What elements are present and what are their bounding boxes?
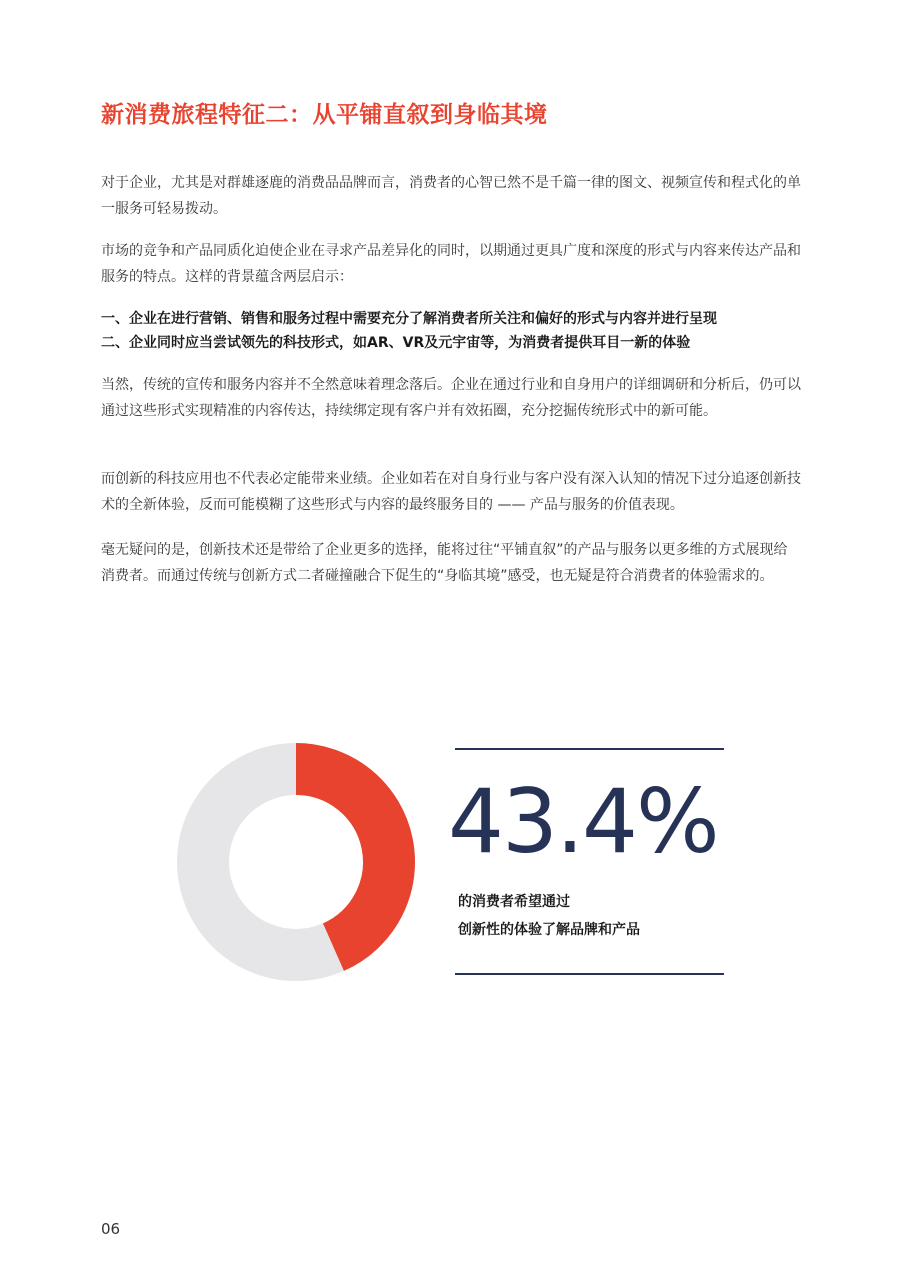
page-title: 新消费旅程特征二：从平铺直叙到身临其境 xyxy=(101,102,548,128)
body-paragraph: 市场的竞争和产品同质化迫使企业在寻求产品差异化的同时，以期通过更具广度和深度的形式与内容来传达产品和服务的特点。这样的背景蕴含两层启示： xyxy=(101,243,801,285)
key-insight-1: 一、企业在进行营销、销售和服务过程中需要充分了解消费者所关注和偏好的形式与内容并进行呈现 xyxy=(101,311,717,327)
body-paragraph: 而创新的科技应用也不代表必定能带来业绩。企业如若在对自身行业与客户没有深入认知的情况下过分追逐创新技术的全新体验，反而可能模糊了这些形式与内容的最终服务目的 —— 产品与服务的价值表现。 xyxy=(101,471,801,513)
stat-caption-line-1: 的消费者希望通过 xyxy=(458,894,570,910)
key-insight-2: 二、企业同时应当尝试领先的科技形式，如AR、VR及元宇宙等，为消费者提供耳目一新的体验 xyxy=(101,335,691,351)
body-paragraph: 毫无疑问的是，创新技术还是带给了企业更多的选择，能将过往“平铺直叙”的产品与服务以更多维的方式展现给消费者。而通过传统与创新方式二者碰撞融合下促生的“身临其境”感受，也无疑是符合消费者的体验需求的。 xyxy=(101,542,788,584)
stat-top-divider xyxy=(455,748,724,750)
stat-value: 43.4% xyxy=(448,770,718,873)
stat-caption-line-2: 创新性的体验了解品牌和产品 xyxy=(458,922,640,938)
body-paragraph: 对于企业，尤其是对群雄逐鹿的消费品品牌而言，消费者的心智已然不是千篇一律的图文、视频宣传和程式化的单一服务可轻易拨动。 xyxy=(101,175,801,217)
body-paragraph: 当然，传统的宣传和服务内容并不全然意味着理念落后。企业在通过行业和自身用户的详细调研和分析后，仍可以通过这些形式实现精准的内容传达，持续绑定现有客户并有效拓圈，充分挖掘传统形式中的新可能。 xyxy=(101,377,801,419)
donut-chart xyxy=(176,742,416,982)
stat-bottom-divider xyxy=(455,973,724,975)
page-number: 06 xyxy=(101,1220,121,1238)
donut-highlight-arc xyxy=(296,769,389,947)
